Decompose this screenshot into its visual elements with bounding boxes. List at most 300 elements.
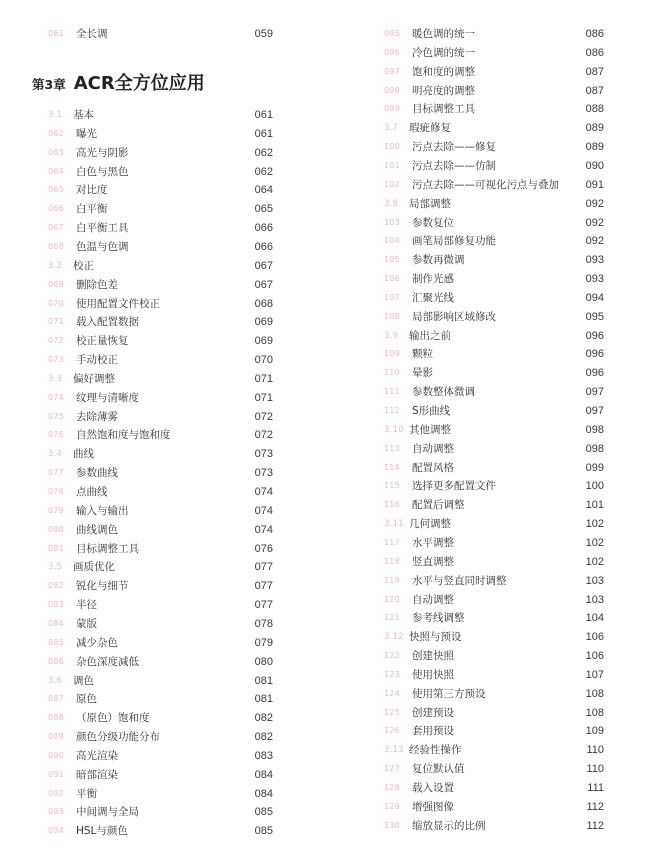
page-number: 072	[254, 410, 273, 423]
page-number: 081	[254, 693, 273, 706]
entry-number: 102	[384, 179, 400, 189]
page-number: 110	[586, 763, 604, 776]
entry-title: 中间调与全局	[76, 806, 139, 819]
entry-title: 缩放显示的比例	[412, 819, 486, 832]
entry-title: 平衡	[76, 787, 97, 800]
page-number: 097	[585, 386, 604, 399]
entry-number: 087	[48, 694, 64, 704]
section-number: 3.7	[384, 123, 399, 134]
entry-number: 109	[384, 349, 400, 359]
page-number: 096	[585, 367, 604, 380]
entry-title: 曲线调色	[76, 523, 118, 536]
entry-number: 129	[384, 801, 400, 811]
entry-title: 杂色深度减低	[76, 655, 139, 668]
toc-entry-row[interactable]	[384, 554, 604, 570]
section-number: 3.13	[384, 745, 404, 756]
page-number: 107	[585, 668, 604, 681]
toc-entry-row[interactable]	[384, 460, 604, 476]
entry-number: 081	[48, 543, 64, 553]
entry-title: 高光渲染	[76, 749, 118, 762]
entry-number: 067	[48, 223, 64, 233]
page-number: 096	[585, 348, 604, 361]
entry-title: 冷色调的统一	[412, 46, 475, 59]
page-number: 101	[585, 499, 604, 512]
page-number: 092	[585, 235, 604, 248]
entry-number: 100	[384, 142, 400, 152]
page-number: 074	[254, 504, 273, 517]
toc-entry-row[interactable]	[48, 126, 273, 142]
entry-title: 原色	[76, 693, 97, 706]
toc-section-row[interactable]	[384, 120, 604, 136]
toc-section-row[interactable]	[384, 328, 604, 344]
entry-title: 使用快照	[412, 668, 454, 681]
entry-number: 062	[48, 128, 64, 138]
entry-number: 113	[384, 443, 400, 453]
entry-number: 098	[384, 85, 400, 95]
page-number: 093	[585, 273, 604, 286]
entry-title: 输入与输出	[76, 504, 129, 517]
entry-number: 106	[384, 274, 400, 284]
toc-entry-row[interactable]	[384, 252, 604, 268]
section-title: 经验性操作	[409, 744, 462, 757]
entry-title: 校正量恢复	[76, 335, 129, 348]
page-number: 106	[585, 650, 604, 663]
page-number: 082	[254, 731, 273, 744]
toc-entry-row[interactable]	[48, 182, 273, 198]
section-number: 3.4	[48, 449, 63, 460]
toc-entry-row[interactable]	[48, 767, 273, 783]
entry-number: 119	[384, 575, 400, 585]
page-number: 106	[585, 631, 604, 644]
chapter-number: 第3章	[32, 77, 66, 92]
entry-number: 066	[48, 204, 64, 214]
entry-number: 107	[384, 292, 400, 302]
entry-number: 073	[48, 355, 64, 365]
toc-entry-row[interactable]	[384, 271, 604, 287]
entry-number: 101	[384, 160, 400, 170]
page-number: 092	[585, 216, 604, 229]
entry-title: 载入配置数据	[76, 316, 139, 329]
entry-number: 078	[48, 487, 64, 496]
toc-section-row[interactable]	[48, 107, 273, 123]
entry-number: 091	[48, 769, 64, 779]
page-number: 077	[254, 580, 273, 593]
toc-section-row[interactable]	[384, 742, 604, 758]
entry-number: 122	[384, 651, 400, 661]
entry-title: 套用预设	[412, 725, 454, 738]
section-number: 3.2	[48, 260, 63, 271]
entry-title: 自动调整	[412, 593, 454, 606]
page-number: 068	[254, 297, 273, 310]
entry-number: 064	[48, 166, 64, 176]
entry-title: 水平调整	[412, 536, 454, 549]
page-number: 081	[254, 674, 273, 687]
page-number: 066	[254, 222, 273, 235]
entry-number: 082	[48, 581, 64, 591]
page-number: 098	[585, 423, 604, 436]
page-number: 093	[585, 254, 604, 267]
section-title: 瑕疵修复	[409, 122, 451, 135]
entry-title: 颜色分级功能分布	[76, 731, 160, 744]
toc-entry-row[interactable]	[48, 484, 273, 500]
page-number: 082	[254, 712, 273, 725]
entry-title: 删除色差	[76, 278, 118, 291]
entry-number: 085	[48, 637, 64, 647]
entry-number: 080	[48, 524, 64, 534]
entry-number: 068	[48, 241, 64, 251]
entry-number: 117	[384, 537, 400, 547]
toc-section-row[interactable]	[48, 446, 273, 462]
entry-title: 水平与竖直同时调整	[412, 574, 507, 587]
entry-number: 125	[384, 707, 400, 717]
entry-title: 创建预设	[412, 706, 454, 719]
toc-entry-row[interactable]	[384, 233, 604, 249]
entry-title: 污点去除——可视化污点与叠加	[412, 178, 559, 191]
entry-number: 076	[48, 430, 64, 440]
entry-number: 110	[384, 368, 400, 378]
toc-entry-row[interactable]	[48, 145, 273, 161]
entry-number: 092	[48, 788, 64, 798]
entry-number: 071	[48, 317, 64, 327]
entry-number: 103	[384, 217, 400, 227]
entry-number: 072	[48, 336, 64, 346]
toc-entry-row[interactable]	[48, 164, 273, 180]
section-number: 3.6	[48, 675, 63, 686]
page-number: 069	[254, 335, 273, 348]
section-number: 3.8	[384, 198, 399, 209]
page-number: 099	[585, 461, 604, 474]
entry-title: 目标调整工具	[412, 103, 475, 116]
toc-entry-row[interactable]	[48, 201, 273, 217]
toc-entry-row[interactable]	[48, 277, 273, 293]
section-title: 输出之前	[409, 329, 451, 342]
entry-title: 蒙版	[76, 617, 97, 630]
entry-number: 074	[48, 392, 64, 402]
entry-title: 选择更多配置文件	[412, 480, 496, 493]
toc-entry-row[interactable]	[384, 403, 604, 419]
toc-entry-row[interactable]	[384, 177, 604, 193]
toc-entry-row[interactable]	[48, 616, 273, 632]
section-title: 局部调整	[409, 197, 451, 210]
page-number: 067	[254, 259, 273, 272]
page-number: 089	[585, 141, 604, 154]
toc-entry-row[interactable]	[384, 478, 604, 494]
page-number: 092	[585, 197, 604, 210]
toc-entry-row[interactable]	[48, 522, 273, 538]
entry-title: 晕影	[412, 367, 433, 380]
toc-section-row[interactable]	[384, 196, 604, 212]
toc-entry-row[interactable]	[48, 503, 273, 519]
section-title: 调色	[73, 674, 94, 687]
page-number: 111	[587, 782, 604, 794]
page-number: 091	[585, 178, 604, 191]
toc-entry-row[interactable]	[48, 635, 273, 651]
section-title: 其他调整	[409, 423, 451, 436]
toc-entry-row[interactable]	[48, 352, 273, 368]
page-number: 074	[254, 523, 273, 536]
toc-entry-row[interactable]	[384, 64, 604, 80]
entry-title: （原色）饱和度	[76, 712, 150, 725]
entry-number: 111	[384, 387, 400, 397]
toc-entry-row[interactable]	[384, 667, 604, 683]
entry-number: 061	[48, 29, 64, 38]
entry-number: 075	[48, 411, 64, 421]
section-title: 快照与预设	[409, 631, 462, 644]
toc-entry-row[interactable]	[48, 427, 273, 443]
page-number: 094	[585, 291, 604, 304]
entry-title: 暖色调的统一	[412, 28, 475, 40]
toc-entry-row[interactable]	[384, 799, 604, 815]
page-number: 061	[254, 127, 273, 140]
toc-entry-row[interactable]	[384, 705, 604, 721]
toc-entry-row[interactable]	[384, 26, 604, 42]
entry-title: 手动校正	[76, 354, 118, 367]
toc-entry-row[interactable]	[48, 314, 273, 330]
entry-title: 参考线调整	[412, 612, 465, 625]
entry-number: 123	[384, 669, 400, 679]
section-number: 3.5	[48, 562, 63, 573]
section-title: 画质优化	[73, 561, 115, 574]
toc-entry-row[interactable]	[48, 597, 273, 613]
toc-section-row[interactable]	[48, 258, 273, 274]
page-number: 080	[254, 655, 273, 668]
entry-title: 画笔局部修复功能	[412, 235, 496, 248]
toc-entry-row[interactable]	[384, 346, 604, 362]
toc-entry-row[interactable]	[384, 101, 604, 117]
entry-number: 115	[384, 481, 400, 491]
page-number: 074	[254, 486, 273, 498]
page-number: 098	[585, 442, 604, 455]
entry-number: 094	[48, 826, 64, 836]
toc-entry-row[interactable]	[384, 723, 604, 739]
entry-number: 108	[384, 311, 400, 321]
toc-entry-row[interactable]	[48, 654, 273, 670]
section-title: 曲线	[73, 448, 94, 461]
page-number: 088	[585, 103, 604, 116]
page-number: 073	[254, 467, 273, 480]
entry-title: 汇聚光线	[412, 291, 454, 304]
entry-title: 载入设置	[412, 782, 454, 794]
toc-entry-row[interactable]	[384, 497, 604, 513]
section-title: 基本	[73, 109, 94, 121]
entry-title: 暗部渲染	[76, 768, 118, 781]
toc-entry-row[interactable]	[384, 686, 604, 702]
entry-title: 复位默认值	[412, 763, 465, 776]
entry-title: 白色与黑色	[76, 165, 129, 178]
page-number: 108	[585, 687, 604, 700]
page-number: 064	[254, 184, 273, 197]
entry-number: 063	[48, 147, 64, 157]
page-number: 065	[254, 203, 273, 216]
entry-title: 点曲线	[76, 486, 108, 498]
section-number: 3.10	[384, 424, 404, 435]
entry-title: 目标调整工具	[76, 542, 139, 555]
toc-entry-row[interactable]	[48, 409, 273, 425]
entry-number: 130	[384, 820, 400, 830]
section-number: 3.9	[384, 330, 399, 341]
entry-title: HSL与颜色	[76, 825, 128, 838]
section-number: 3.3	[48, 373, 63, 384]
page-number: 059	[254, 28, 273, 40]
toc-entry-row[interactable]	[384, 290, 604, 306]
page-number: 097	[585, 405, 604, 417]
entry-title: 明亮度的调整	[412, 84, 475, 97]
toc-entry-row[interactable]	[384, 535, 604, 551]
chapter-heading	[32, 69, 205, 95]
page-number: 086	[585, 28, 604, 40]
entry-title: 自然饱和度与饱和度	[76, 429, 171, 442]
entry-title: 纹理与清晰度	[76, 391, 139, 404]
entry-title: 使用配置文件校正	[76, 297, 160, 310]
page-number: 069	[254, 316, 273, 329]
toc-entry-row[interactable]	[48, 465, 273, 481]
entry-title: 半径	[76, 599, 97, 612]
page-number: 062	[254, 165, 273, 178]
entry-title: 高光与阴影	[76, 146, 129, 159]
entry-title: 参数曲线	[76, 467, 118, 480]
toc-entry-row[interactable]	[384, 384, 604, 400]
toc-entry-row[interactable]	[48, 748, 273, 764]
toc-entry-row[interactable]	[384, 610, 604, 626]
entry-number: 121	[384, 613, 400, 623]
entry-number: 096	[384, 47, 400, 57]
entry-title: 配置风格	[412, 461, 454, 474]
toc-entry-row[interactable]	[384, 83, 604, 99]
entry-title: 制作光感	[412, 273, 454, 286]
page-number: 085	[254, 806, 273, 819]
entry-title: 配置后调整	[412, 499, 465, 512]
toc-entry-row[interactable]	[48, 220, 273, 236]
page-number: 083	[254, 749, 273, 762]
toc-entry-row[interactable]	[48, 786, 273, 802]
toc-entry-row[interactable]	[384, 158, 604, 174]
entry-number: 089	[48, 732, 64, 742]
page-number: 087	[585, 65, 604, 78]
page-number: 095	[585, 310, 604, 323]
entry-number: 093	[48, 807, 64, 817]
page-number: 112	[586, 819, 604, 832]
entry-title: 锐化与细节	[76, 580, 129, 593]
entry-title: 色温与色调	[76, 240, 129, 253]
page-number: 077	[254, 599, 273, 612]
toc-section-row[interactable]	[384, 629, 604, 645]
chapter-title: ACR全方位应用	[73, 73, 205, 94]
entry-number: 105	[384, 255, 400, 265]
toc-section-row[interactable]	[384, 516, 604, 532]
entry-title: 自动调整	[412, 442, 454, 455]
toc-entry-row[interactable]	[384, 441, 604, 457]
toc-entry-row[interactable]	[48, 691, 273, 707]
toc-entry-row[interactable]	[48, 26, 273, 42]
toc-section-row[interactable]	[48, 673, 273, 689]
entry-title: 颗粒	[412, 348, 433, 361]
section-number: 3.1	[48, 110, 63, 120]
entry-title: 污点去除——修复	[412, 141, 496, 154]
page-number: 102	[585, 555, 604, 568]
page-number: 090	[585, 159, 604, 172]
toc-entry-row[interactable]	[48, 333, 273, 349]
page-number: 071	[254, 391, 273, 404]
entry-number: 126	[384, 726, 400, 736]
toc-entry-row[interactable]	[48, 239, 273, 255]
entry-title: 参数再微调	[412, 254, 465, 267]
page-number: 078	[254, 617, 273, 630]
page-number: 084	[254, 787, 273, 800]
toc-entry-row[interactable]	[384, 215, 604, 231]
toc-entry-row[interactable]	[384, 780, 604, 796]
page-number: 087	[585, 84, 604, 97]
toc-entry-row[interactable]	[384, 573, 604, 589]
entry-number: 070	[48, 298, 64, 308]
entry-number: 088	[48, 713, 64, 723]
toc-section-row[interactable]	[384, 422, 604, 438]
page-number: 084	[254, 768, 273, 781]
entry-title: 白平衡	[76, 203, 108, 216]
entry-title: 曝光	[76, 127, 97, 140]
entry-number: 077	[48, 468, 64, 478]
entry-number: 097	[384, 66, 400, 76]
page-number: 103	[585, 574, 604, 587]
entry-number: 069	[48, 279, 64, 289]
toc-entry-row[interactable]	[384, 818, 604, 834]
entry-title: 参数复位	[412, 216, 454, 229]
entry-title: 去除薄雾	[76, 410, 118, 423]
toc-entry-row[interactable]	[48, 729, 273, 745]
toc-entry-row[interactable]	[384, 648, 604, 664]
toc-entry-row[interactable]	[384, 45, 604, 61]
toc-entry-row[interactable]	[48, 804, 273, 820]
page-number: 079	[254, 636, 273, 649]
entry-title: 全长调	[76, 28, 108, 40]
entry-number: 114	[384, 462, 400, 472]
page-number: 062	[254, 146, 273, 159]
page-number: 108	[585, 706, 604, 719]
page-number: 110	[586, 744, 604, 757]
entry-title: 创建快照	[412, 650, 454, 663]
entry-title: 对比度	[76, 184, 108, 197]
page-number: 072	[254, 429, 273, 442]
toc-entry-row[interactable]	[48, 541, 273, 557]
toc-entry-row[interactable]	[384, 139, 604, 155]
toc-entry-row[interactable]	[384, 592, 604, 608]
page-number: 071	[254, 372, 273, 385]
toc-entry-row[interactable]	[48, 296, 273, 312]
entry-number: 116	[384, 500, 400, 510]
page-number: 070	[254, 354, 273, 367]
toc-entry-row[interactable]	[48, 710, 273, 726]
toc-entry-row[interactable]	[48, 823, 273, 839]
section-number: 3.12	[384, 632, 404, 643]
entry-number: 112	[384, 406, 400, 415]
entry-number: 124	[384, 688, 400, 698]
toc-entry-row[interactable]	[384, 309, 604, 325]
entry-title: 白平衡工具	[76, 222, 129, 235]
entry-title: 参数整体微调	[412, 386, 475, 399]
toc-entry-row[interactable]	[384, 365, 604, 381]
page-number: 102	[585, 536, 604, 549]
toc-entry-row[interactable]	[48, 390, 273, 406]
entry-number: 079	[48, 505, 64, 515]
toc-section-row[interactable]	[48, 371, 273, 387]
section-title: 几何调整	[409, 518, 451, 531]
toc-section-row[interactable]	[48, 559, 273, 575]
section-title: 校正	[73, 259, 94, 272]
toc-entry-row[interactable]	[384, 761, 604, 777]
entry-number: 083	[48, 600, 64, 610]
entry-number: 120	[384, 594, 400, 604]
toc-entry-row[interactable]	[48, 578, 273, 594]
page-number: 086	[585, 46, 604, 59]
